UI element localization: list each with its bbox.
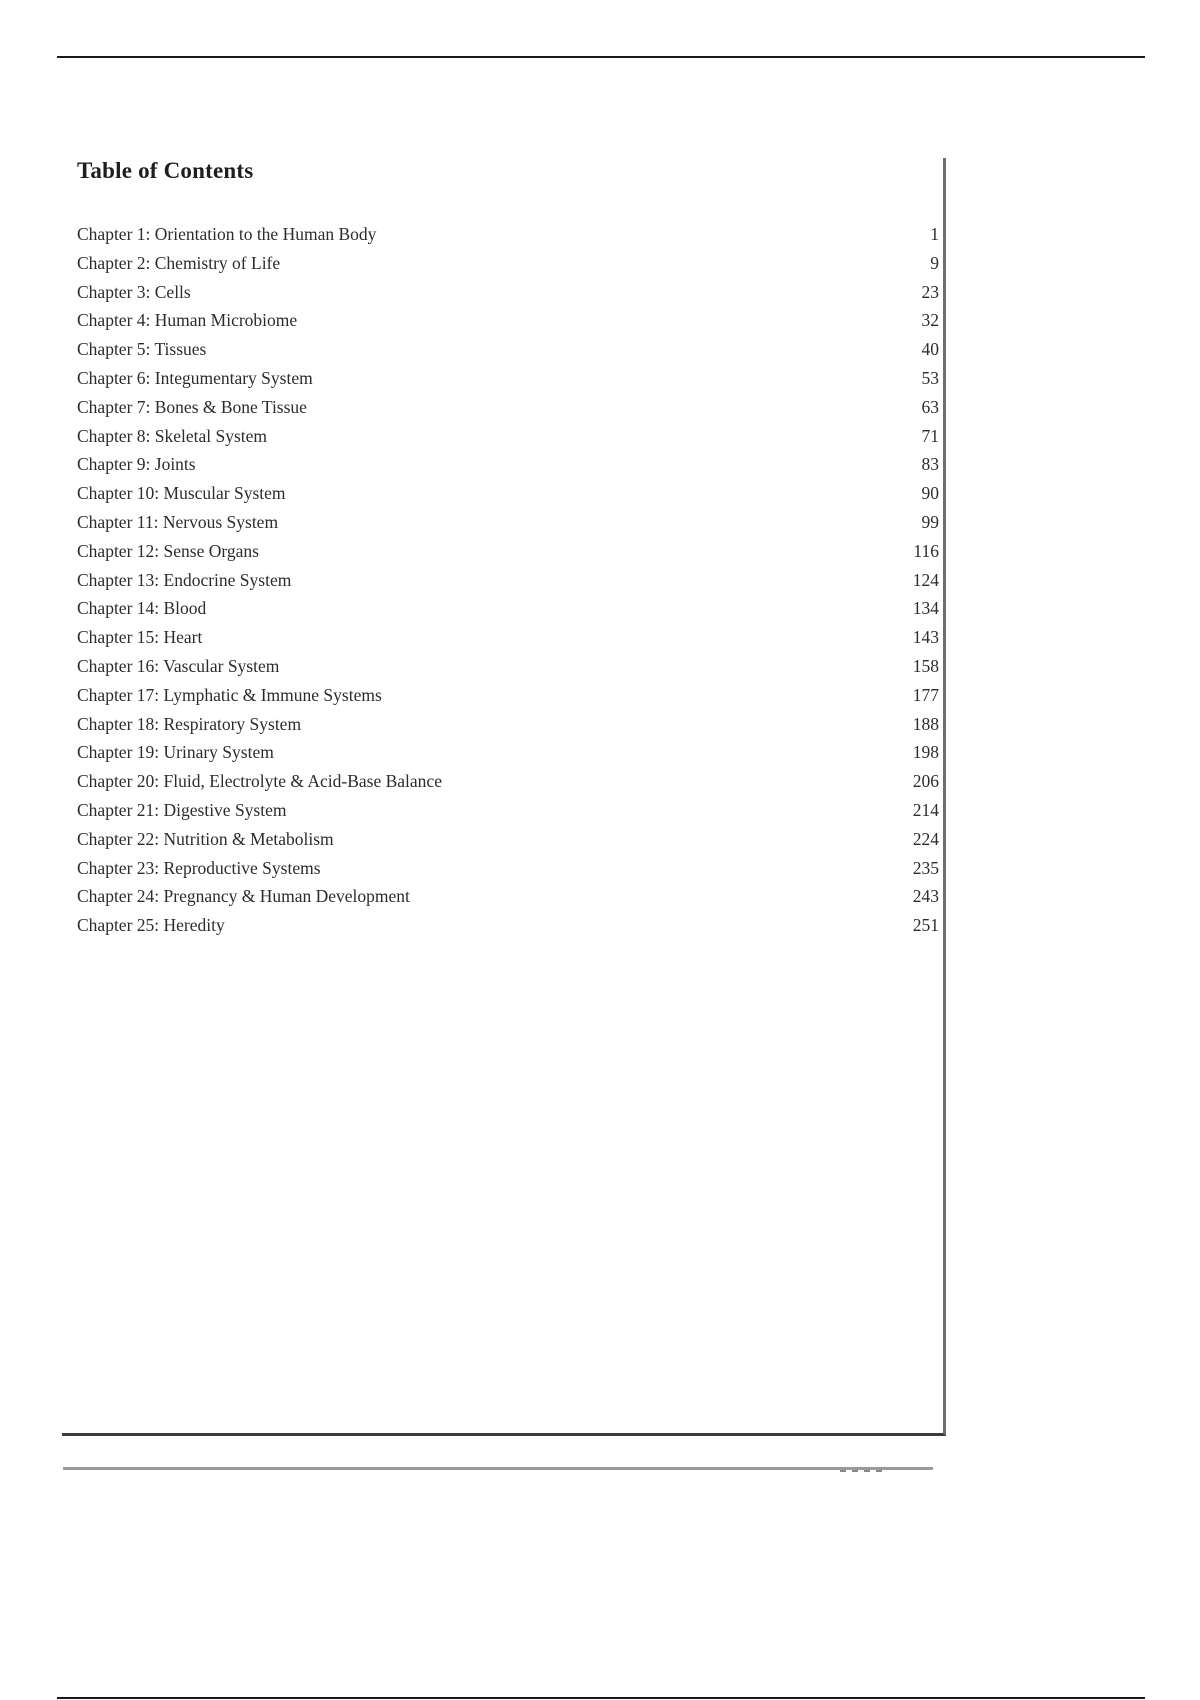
toc-entry[interactable] [77, 426, 939, 455]
toc-entry[interactable] [77, 598, 939, 627]
toc-entry[interactable] [77, 656, 939, 685]
toc-entry-page-number: 23 [921, 281, 939, 302]
toc-entry[interactable] [77, 886, 939, 915]
toc-entry[interactable] [77, 224, 939, 253]
toc-entry[interactable] [77, 714, 939, 743]
toc-entry-label: Chapter 25: Heredity [77, 915, 225, 936]
toc-entry[interactable] [77, 800, 939, 829]
toc-entry-label: Chapter 14: Blood [77, 598, 207, 619]
toc-entry-page-number: 214 [912, 799, 939, 820]
toc-entry-label: Chapter 5: Tissues [77, 339, 207, 360]
toc-entry-label: Chapter 20: Fluid, Electrolyte & Acid-Base Balance [77, 771, 442, 792]
toc-entry-label: Chapter 6: Integumentary System [77, 367, 313, 388]
footer-page-number-fragment [840, 1470, 890, 1475]
toc-entry-page-number: 143 [912, 627, 939, 648]
toc-title: Table of Contents [77, 158, 254, 183]
toc-entry-label: Chapter 17: Lymphatic & Immune Systems [77, 684, 382, 705]
toc-entry-label: Chapter 8: Skeletal System [77, 425, 268, 446]
toc-entry-page-number: 90 [921, 483, 939, 504]
toc-entry-page-number: 40 [921, 339, 939, 360]
toc-entry[interactable] [77, 512, 939, 541]
toc-entry-page-number: 124 [912, 569, 939, 590]
toc-entry[interactable] [77, 541, 939, 570]
toc-entry-page-number: 198 [912, 742, 939, 763]
toc-entry-page-number: 116 [913, 540, 939, 561]
toc-entry-page-number: 206 [912, 771, 939, 792]
toc-entry[interactable] [77, 310, 939, 339]
toc-entry-label: Chapter 7: Bones & Bone Tissue [77, 396, 307, 417]
toc-list [77, 224, 939, 944]
toc-entry-page-number: 1 [930, 224, 939, 244]
toc-entry-page-number: 83 [921, 454, 939, 475]
toc-entry[interactable] [77, 282, 939, 311]
toc-entry[interactable] [77, 627, 939, 656]
toc-entry-page-number: 177 [912, 684, 939, 705]
toc-entry-label: Chapter 22: Nutrition & Metabolism [77, 828, 334, 849]
toc-entry-page-number: 243 [912, 886, 939, 907]
toc-entry-label: Chapter 24: Pregnancy & Human Development [77, 886, 410, 907]
toc-entry[interactable] [77, 253, 939, 282]
toc-entry-page-number: 32 [921, 310, 939, 331]
toc-entry-label: Chapter 13: Endocrine System [77, 569, 292, 590]
toc-entry-label: Chapter 4: Human Microbiome [77, 310, 298, 331]
toc-entry-page-number: 235 [912, 857, 939, 878]
toc-entry[interactable] [77, 915, 939, 944]
toc-entry-label: Chapter 9: Joints [77, 454, 196, 475]
toc-entry-label: Chapter 15: Heart [77, 627, 203, 648]
toc-entry[interactable] [77, 454, 939, 483]
toc-entry-page-number: 71 [921, 425, 939, 446]
toc-entry[interactable] [77, 368, 939, 397]
toc-entry[interactable] [77, 685, 939, 714]
toc-entry-page-number: 53 [921, 367, 939, 388]
toc-entry-label: Chapter 10: Muscular System [77, 483, 286, 504]
toc-entry-label: Chapter 19: Urinary System [77, 742, 274, 763]
toc-entry-page-number: 188 [912, 713, 939, 734]
toc-entry[interactable] [77, 771, 939, 800]
toc-entry[interactable] [77, 483, 939, 512]
document-page [62, 158, 946, 1436]
toc-entry[interactable] [77, 397, 939, 426]
toc-entry-label: Chapter 1: Orientation to the Human Body [77, 224, 377, 244]
top-rule [57, 56, 1145, 58]
toc-entry-page-number: 224 [912, 828, 939, 849]
toc-entry-page-number: 99 [921, 511, 939, 532]
toc-entry-page-number: 9 [930, 252, 939, 273]
toc-entry-page-number: 134 [912, 598, 939, 619]
toc-entry-label: Chapter 3: Cells [77, 281, 191, 302]
toc-entry[interactable] [77, 858, 939, 887]
toc-entry[interactable] [77, 742, 939, 771]
toc-entry-label: Chapter 16: Vascular System [77, 655, 280, 676]
toc-entry-page-number: 158 [912, 655, 939, 676]
toc-entry[interactable] [77, 829, 939, 858]
toc-entry-label: Chapter 2: Chemistry of Life [77, 252, 281, 273]
toc-entry-label: Chapter 23: Reproductive Systems [77, 857, 321, 878]
toc-entry-page-number: 63 [921, 396, 939, 417]
bottom-rule [57, 1697, 1145, 1699]
toc-entry[interactable] [77, 570, 939, 599]
toc-entry-label: Chapter 21: Digestive System [77, 799, 287, 820]
footer-rule [63, 1467, 933, 1470]
toc-entry-page-number: 251 [912, 915, 939, 936]
toc-entry-label: Chapter 11: Nervous System [77, 511, 279, 532]
toc-entry[interactable] [77, 339, 939, 368]
toc-entry-label: Chapter 12: Sense Organs [77, 540, 259, 561]
toc-entry-label: Chapter 18: Respiratory System [77, 713, 302, 734]
